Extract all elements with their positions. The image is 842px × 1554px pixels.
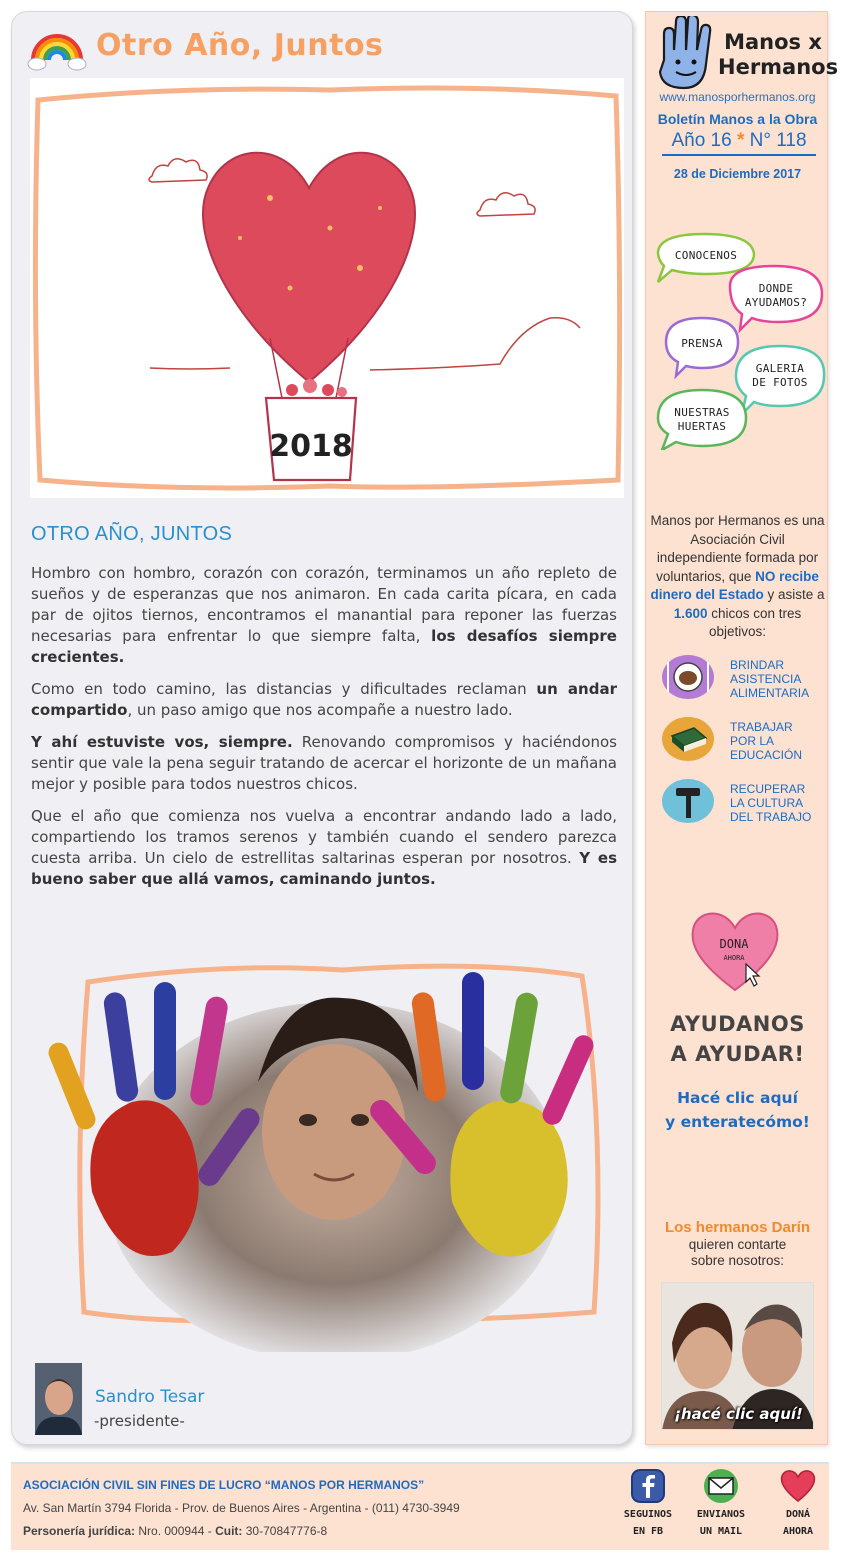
heart-icon xyxy=(778,1468,818,1504)
author-name: Sandro Tesar xyxy=(95,1387,205,1407)
nav-bubble-nuestras-huertas[interactable] xyxy=(658,390,746,450)
article-paragraph: Como en todo camino, las distancias y dificultades reclaman un andar compartido, un paso amigo que nos acompañe a nuestro lado. xyxy=(31,680,617,719)
footer-legal-info: Personería jurídica: Nro. 000944 - Cuit: 30-70847776-8 xyxy=(23,1524,328,1538)
goal-education[interactable] xyxy=(660,714,825,766)
footer-address: Av. San Martín 3794 Florida - Prov. de Buenos Aires - Argentina - (011) 4730-3949 xyxy=(23,1501,460,1515)
author-avatar xyxy=(35,1363,82,1435)
goal-food-label: BRINDAR ASISTENCIA ALIMENTARIA xyxy=(730,658,810,700)
article-heading: OTRO AÑO, JUNTOS xyxy=(31,523,233,545)
email-button[interactable]: ENVIANOS UN MAIL xyxy=(686,1468,756,1548)
nav-bubble-galeria-de-fotos[interactable] xyxy=(736,346,824,414)
hand-logo-icon[interactable] xyxy=(654,16,716,92)
svg-text:DE FOTOS: DE FOTOS xyxy=(752,376,808,389)
organization-description: Manos por Hermanos es una Asociación Civil independiente formada por voluntarios, que NO recibe dinero del Estado y asiste a 1.600 chicos con tres objetivos: xyxy=(650,513,825,639)
nav-bubble-prensa[interactable] xyxy=(666,318,738,376)
hero-illustration xyxy=(30,78,624,498)
newsletter-main-card xyxy=(11,11,633,1445)
author-role: -presidente- xyxy=(94,1412,185,1430)
nav-bubble-donde-ayudamos[interactable] xyxy=(730,266,822,330)
goal-work-culture[interactable] xyxy=(660,776,825,828)
article-paragraph: Y ahí estuviste vos, siempre. Renovando compromisos y haciéndonos sentir que vale la pena seguir tratando de acercar el horizonte de un mañana mejor y posible para todos nuestros chicos. xyxy=(31,733,617,793)
rainbow-icon xyxy=(27,26,87,78)
facebook-icon xyxy=(630,1468,666,1504)
facebook-button[interactable]: SEGUINOS EN FB xyxy=(613,1468,683,1548)
page-title: Otro Año, Juntos xyxy=(96,28,384,63)
nav-bubbles xyxy=(650,230,828,450)
website-link[interactable]: www.manosporhermanos.org xyxy=(659,90,816,104)
svg-text:AHORA: AHORA xyxy=(723,954,745,962)
goal-food-assistance[interactable] xyxy=(660,652,825,704)
hammer-icon xyxy=(660,776,716,826)
footer-org-name: ASOCIACIÓN CIVIL SIN FINES DE LUCRO “MANOS POR HERMANOS” xyxy=(23,1478,425,1492)
issue-number: Año 16 * N° 118 xyxy=(662,130,816,156)
svg-text:GALERIA: GALERIA xyxy=(755,362,805,375)
darin-video-thumbnail[interactable] xyxy=(661,1282,814,1430)
svg-text:PRENSA: PRENSA xyxy=(681,337,723,350)
svg-text:NUESTRAS: NUESTRAS xyxy=(674,406,730,419)
svg-text:AYUDAMOS?: AYUDAMOS? xyxy=(744,296,808,309)
svg-text:DONA: DONA xyxy=(719,937,749,951)
goal-work-label: RECUPERAR LA CULTURA DEL TRABAJO xyxy=(730,782,812,824)
child-painted-hands-photo xyxy=(22,952,633,1352)
brand-logo-text[interactable]: Manos x Hermanos xyxy=(718,30,839,79)
food-plate-icon xyxy=(660,652,716,702)
donate-footer-button[interactable]: DONÁ AHORA xyxy=(763,1468,833,1548)
help-us-link[interactable]: Hacé clic aquí y enteratecómo! xyxy=(665,1089,810,1131)
bulletin-name: Boletín Manos a la Obra xyxy=(657,111,818,127)
video-cta-label: ¡hacé clic aquí! xyxy=(674,1405,803,1423)
help-us-heading[interactable]: AYUDANOS A AYUDAR! xyxy=(670,1012,805,1066)
svg-text:HUERTAS: HUERTAS xyxy=(677,420,727,433)
footer xyxy=(11,1462,829,1550)
article-body xyxy=(31,563,617,901)
svg-text:DONDE: DONDE xyxy=(758,282,794,295)
darin-video-intro: Los hermanos Darín quieren contarte sobre nosotros: xyxy=(664,1219,811,1268)
goal-education-label: TRABAJAR POR LA EDUCACIÓN xyxy=(730,720,803,762)
book-icon xyxy=(660,714,716,764)
hero-year-label: 2018 xyxy=(269,429,353,464)
article-paragraph: Que el año que comienza nos vuelva a encontrar andando lado a lado, compartiendo los tramos serenos y también cuando el sendero parezca cuesta arriba. Un cielo de estrellitas saltarinas esperan por nosotros. Y es bueno saber que allá vamos, caminando juntos. xyxy=(31,807,618,888)
mail-icon xyxy=(701,1468,741,1504)
issue-date: 28 de Diciembre 2017 xyxy=(673,167,802,181)
donate-heart-button[interactable] xyxy=(684,904,786,996)
article-paragraph: Hombro con hombro, corazón con corazón, terminamos un año repleto de sueños y de esperanzas que nos animaron. En cada carita pícara, en cada par de ojitos tiernos, encontramos el manantial para reponer las fuerzas necesarias para enfrentar lo que siempre falta, los desafíos siempre crecientes. xyxy=(31,564,617,666)
svg-text:CONOCENOS: CONOCENOS xyxy=(674,249,738,262)
sidebar xyxy=(645,11,839,1445)
